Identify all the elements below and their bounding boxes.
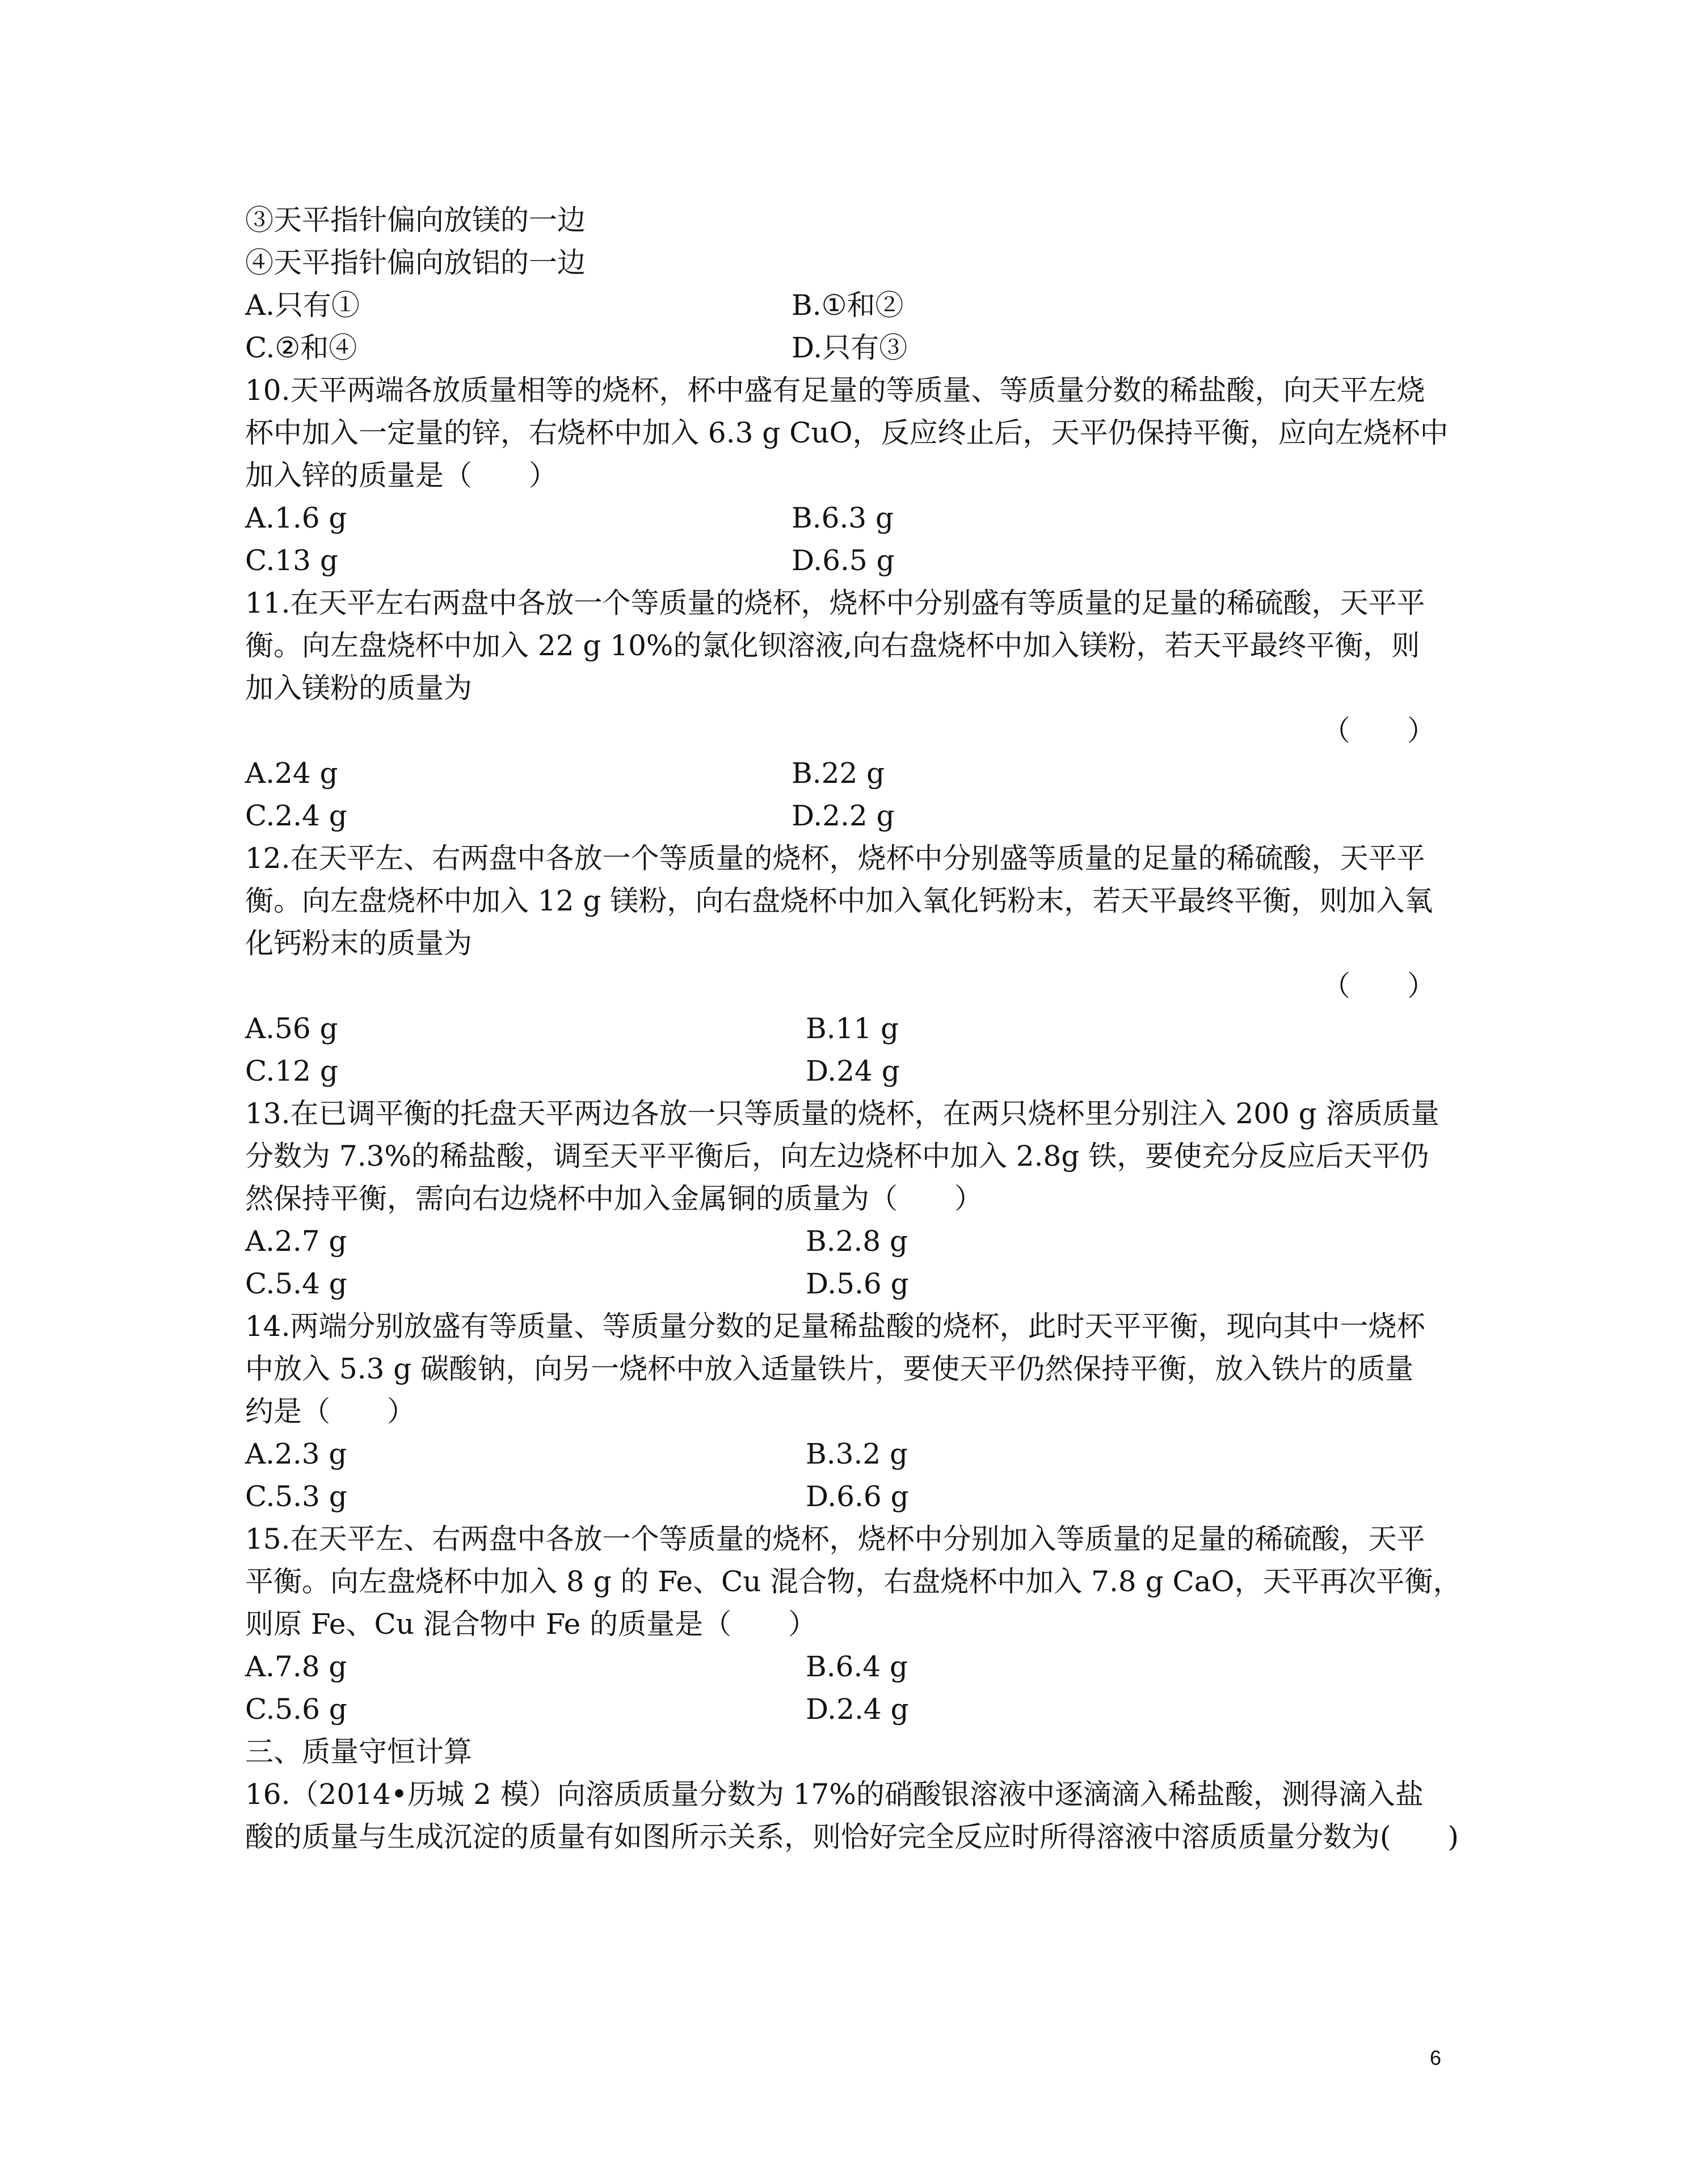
q9-option-d: D.只有③ <box>792 331 908 364</box>
q13-option-d: D.5.6 g <box>806 1267 909 1300</box>
page-number: 6 <box>1430 2046 1442 2069</box>
q12-line-1: 12.在天平左、右两盘中各放一个等质量的烧杯，烧杯中分别盛等质量的足量的稀硫酸，天平平 <box>245 842 1425 875</box>
q12-line-3: 化钙粉末的质量为 <box>245 927 472 960</box>
q14-line-2: 中放入 5.3 g 碳酸钠，向另一烧杯中放入适量铁片，要使天平仍然保持平衡，放入铁片的质量 <box>245 1352 1414 1385</box>
q14-option-d: D.6.6 g <box>806 1480 909 1513</box>
q10-line-3: 加入锌的质量是（ ） <box>245 459 557 492</box>
q13-option-a: A.2.7 g <box>245 1225 347 1258</box>
q11-answer-bracket: （ ） <box>1322 714 1436 747</box>
q15-line-1: 15.在天平左、右两盘中各放一个等质量的烧杯，烧杯中分别加入等质量的足量的稀硫酸，天平 <box>245 1523 1425 1555</box>
q9-item-4: ④天平指针偏向放铝的一边 <box>245 246 586 279</box>
q14-line-1: 14.两端分别放盛有等质量、等质量分数的足量稀盐酸的烧杯，此时天平平衡，现向其中一烧杯 <box>245 1310 1425 1343</box>
q13-line-3: 然保持平衡，需向右边烧杯中加入金属铜的质量为（ ） <box>245 1182 983 1215</box>
q10-line-1: 10.天平两端各放质量相等的烧杯，杯中盛有足量的等质量、等质量分数的稀盐酸，向天平左烧 <box>245 374 1425 407</box>
q11-line-3: 加入镁粉的质量为 <box>245 672 472 705</box>
q15-option-b: B.6.4 g <box>806 1650 908 1683</box>
q9-option-a: A.只有① <box>245 289 360 322</box>
q9-option-b: B.①和② <box>792 289 904 322</box>
q14-option-b: B.3.2 g <box>806 1437 908 1470</box>
q9-item-3: ③天平指针偏向放镁的一边 <box>245 204 586 237</box>
q10-option-c: C.13 g <box>245 544 338 577</box>
q16-line-1: 16.（2014•历城 2 模）向溶质质量分数为 17%的硝酸银溶液中逐滴滴入稀盐酸，测得滴入盐 <box>245 1778 1424 1811</box>
q13-option-b: B.2.8 g <box>806 1225 908 1258</box>
q14-option-c: C.5.3 g <box>245 1480 347 1513</box>
q16-line-2: 酸的质量与生成沉淀的质量有如图所示关系，则恰好完全反应时所得溶液中溶质质量分数为( ) <box>245 1820 1459 1853</box>
q12-option-a: A.56 g <box>245 1012 338 1045</box>
q12-answer-bracket: （ ） <box>1322 969 1436 1002</box>
q12-line-2: 衡。向左盘烧杯中加入 12 g 镁粉，向右盘烧杯中加入氧化钙粉末，若天平最终平衡，则加入氧 <box>245 884 1433 917</box>
q11-option-b: B.22 g <box>792 757 885 790</box>
q11-line-2: 衡。向左盘烧杯中加入 22 g 10%的氯化钡溶液,向右盘烧杯中加入镁粉，若天平最终平衡，则 <box>245 629 1420 662</box>
q10-option-a: A.1.6 g <box>245 501 347 534</box>
q10-option-b: B.6.3 g <box>792 501 894 534</box>
q13-line-2: 分数为 7.3%的稀盐酸，调至天平平衡后，向左边烧杯中加入 2.8g 铁，要使充分反应后天平仍 <box>245 1140 1429 1173</box>
q15-line-3: 则原 Fe、Cu 混合物中 Fe 的质量是（ ） <box>245 1608 817 1641</box>
q15-option-d: D.2.4 g <box>806 1693 909 1726</box>
q9-option-c: C.②和④ <box>245 331 357 364</box>
q14-option-a: A.2.3 g <box>245 1437 347 1470</box>
q15-option-a: A.7.8 g <box>245 1650 347 1683</box>
q13-option-c: C.5.4 g <box>245 1267 347 1300</box>
q10-option-d: D.6.5 g <box>792 544 895 577</box>
q15-line-2: 平衡。向左盘烧杯中加入 8 g 的 Fe、Cu 混合物，右盘烧杯中加入 7.8 g CaO，天平再次平衡， <box>245 1565 1462 1598</box>
q11-option-d: D.2.2 g <box>792 799 895 832</box>
section-heading: 三、质量守恒计算 <box>245 1735 472 1768</box>
q10-line-2: 杯中加入一定量的锌，右烧杯中加入 6.3 g CuO，反应终止后，天平仍保持平衡，应向左烧杯中 <box>245 416 1449 449</box>
q12-option-d: D.24 g <box>806 1055 900 1087</box>
q14-line-3: 约是（ ） <box>245 1395 415 1428</box>
q11-option-a: A.24 g <box>245 757 338 790</box>
q11-option-c: C.2.4 g <box>245 799 347 832</box>
q13-line-1: 13.在已调平衡的托盘天平两边各放一只等质量的烧杯，在两只烧杯里分别注入 200 g 溶质质量 <box>245 1097 1439 1130</box>
q15-option-c: C.5.6 g <box>245 1693 347 1726</box>
q12-option-c: C.12 g <box>245 1055 338 1087</box>
q11-line-1: 11.在天平左右两盘中各放一个等质量的烧杯，烧杯中分别盛有等质量的足量的稀硫酸，天平平 <box>245 587 1425 619</box>
q12-option-b: B.11 g <box>806 1012 899 1045</box>
